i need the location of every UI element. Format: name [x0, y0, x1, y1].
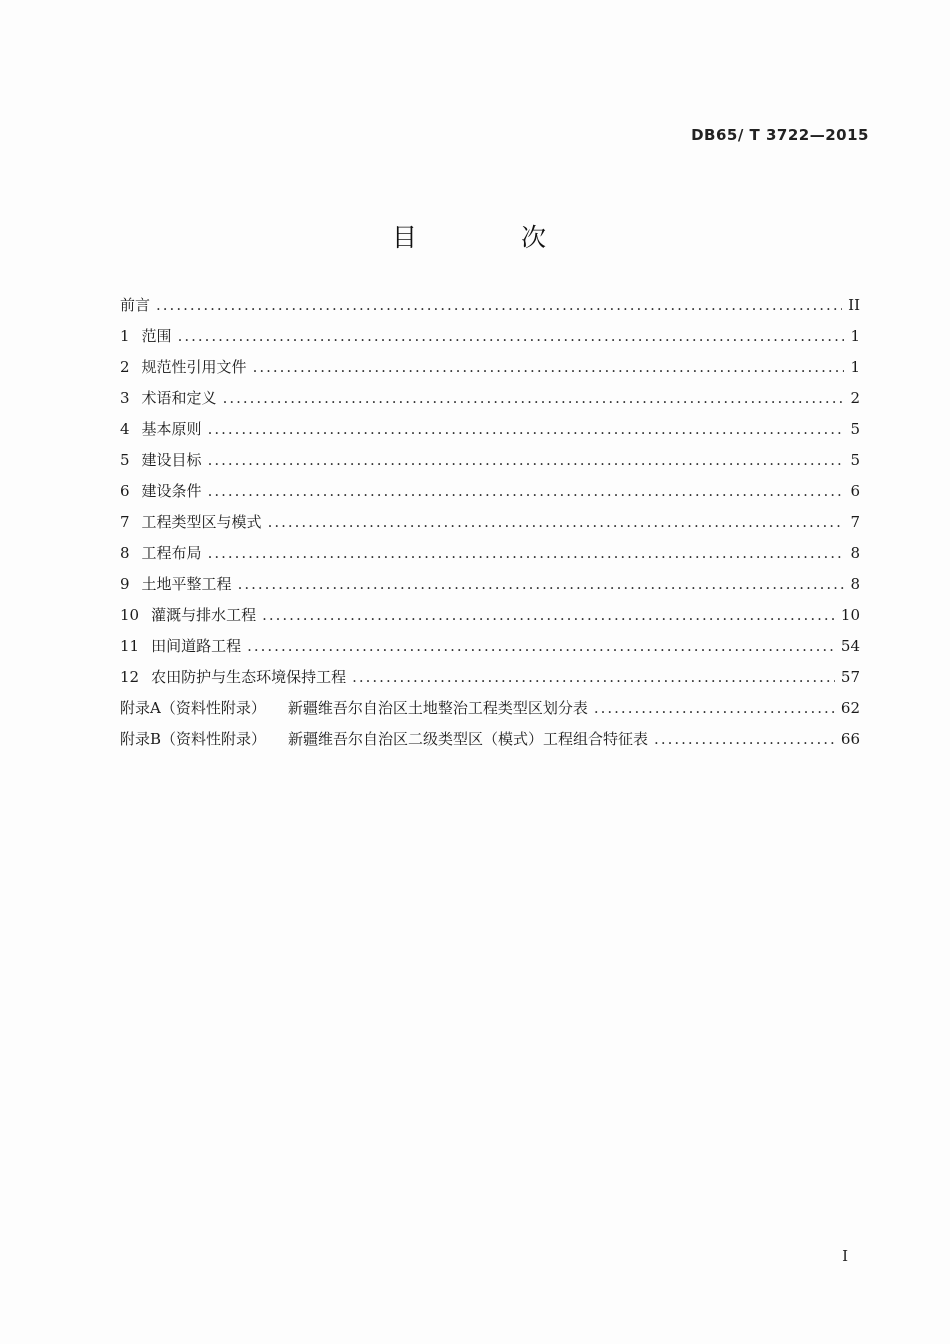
toc-leader	[352, 668, 835, 686]
toc-entry-number: 7	[120, 513, 130, 531]
toc-leader	[238, 575, 845, 593]
toc-entry-label: 田间道路工程	[151, 637, 242, 655]
toc-entry-page: 2	[850, 389, 860, 407]
toc-leader	[654, 730, 835, 748]
toc-entry-page: 5	[850, 420, 860, 438]
toc-entry-8[interactable]	[120, 542, 860, 573]
toc-entry-number: 8	[120, 544, 130, 562]
toc-entry-3[interactable]	[120, 387, 860, 418]
toc-entry-label: 新疆维吾尔自治区二级类型区（模式）工程组合特征表	[288, 730, 649, 748]
toc-entry-number: 11	[120, 637, 140, 655]
toc-entry-label: 建设目标	[141, 451, 202, 469]
toc-leader	[208, 451, 845, 469]
toc-entry-5[interactable]	[120, 449, 860, 480]
toc-entry-11[interactable]	[120, 635, 860, 666]
toc-entry-page: 8	[850, 575, 860, 593]
toc-entry-number: 9	[120, 575, 130, 593]
toc-entry-1[interactable]	[120, 325, 860, 356]
toc-entry-number: 10	[120, 606, 140, 624]
toc-entry-page: 1	[850, 327, 860, 345]
toc-entry-label: 建设条件	[141, 482, 202, 500]
toc-entry-page: 6	[850, 482, 860, 500]
toc-entry-page: 66	[840, 730, 860, 748]
appendix-prefix: 附录B（资料性附录）	[120, 730, 267, 748]
toc-entry-number: 4	[120, 420, 130, 438]
toc-entry-label: 前言	[120, 296, 151, 314]
appendix-prefix: 附录A（资料性附录）	[120, 699, 266, 717]
toc-entry-label: 范围	[141, 327, 172, 345]
toc-entry-6[interactable]	[120, 480, 860, 511]
table-of-contents	[120, 294, 860, 759]
toc-entry-page: 57	[840, 668, 860, 686]
toc-entry-label: 基本原则	[141, 420, 202, 438]
toc-leader	[247, 637, 835, 655]
toc-leader	[156, 296, 842, 314]
document-code: DB65/ T 3722—2015	[691, 126, 869, 144]
toc-entry-2[interactable]	[120, 356, 860, 387]
toc-entry-label: 新疆维吾尔自治区土地整治工程类型区划分表	[287, 699, 588, 717]
toc-entry-label: 工程布局	[141, 544, 202, 562]
toc-entry-9[interactable]	[120, 573, 860, 604]
toc-leader	[208, 420, 845, 438]
toc-entry-10[interactable]	[120, 604, 860, 635]
toc-leader	[594, 699, 835, 717]
toc-entry-number: 3	[120, 389, 130, 407]
toc-entry-number: 12	[120, 668, 140, 686]
toc-entry-12[interactable]	[120, 666, 860, 697]
toc-entry-page: 1	[850, 358, 860, 376]
toc-entry-foreword[interactable]	[120, 294, 860, 325]
toc-entry-7[interactable]	[120, 511, 860, 542]
page-title: 目 次	[392, 223, 594, 252]
page-number: I	[842, 1247, 848, 1265]
toc-entry-label: 规范性引用文件	[141, 358, 247, 376]
toc-leader	[268, 513, 845, 531]
toc-leader	[178, 327, 845, 345]
toc-entry-page: 54	[840, 637, 860, 655]
toc-entry-label: 术语和定义	[141, 389, 217, 407]
toc-entry-number: 1	[120, 327, 130, 345]
toc-entry-page: II	[848, 296, 860, 314]
toc-entry-number: 6	[120, 482, 130, 500]
toc-leader	[253, 358, 845, 376]
toc-entry-page: 5	[850, 451, 860, 469]
toc-entry-page: 8	[850, 544, 860, 562]
toc-entry-page: 10	[840, 606, 860, 624]
toc-leader	[262, 606, 835, 624]
toc-entry-number: 5	[120, 451, 130, 469]
toc-entry-appendix-a[interactable]	[120, 697, 860, 728]
toc-entry-appendix-b[interactable]	[120, 728, 860, 759]
toc-entry-label: 农田防护与生态环境保持工程	[151, 668, 347, 686]
toc-leader	[208, 544, 845, 562]
toc-entry-4[interactable]	[120, 418, 860, 449]
toc-entry-label: 灌溉与排水工程	[151, 606, 257, 624]
toc-entry-page: 62	[840, 699, 860, 717]
toc-leader	[208, 482, 845, 500]
toc-entry-page: 7	[850, 513, 860, 531]
toc-leader	[223, 389, 845, 407]
toc-entry-label: 工程类型区与模式	[141, 513, 262, 531]
toc-entry-label: 土地平整工程	[141, 575, 232, 593]
toc-entry-number: 2	[120, 358, 130, 376]
